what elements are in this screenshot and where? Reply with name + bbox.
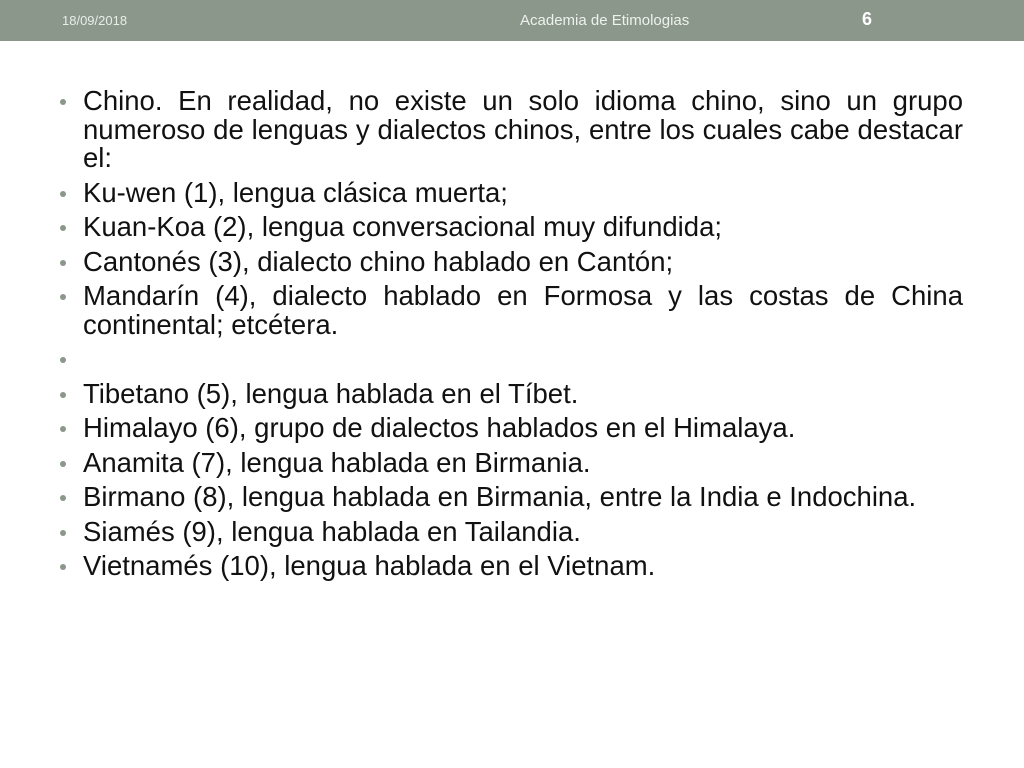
bullet-dot-icon — [60, 426, 66, 432]
bullet-item — [60, 87, 963, 173]
bullet-dot-icon — [60, 225, 66, 231]
bullet-item — [60, 282, 963, 339]
bullet-text: Mandarín (4), dialecto hablado en Formosa y las costas de China continental; etcétera. — [83, 280, 963, 340]
bullet-item-empty — [60, 345, 963, 374]
bullet-item — [60, 552, 963, 581]
bullet-dot-icon — [60, 260, 66, 266]
bullet-dot-icon — [60, 191, 66, 197]
bullet-item — [60, 414, 963, 443]
bullet-dot-icon — [60, 392, 66, 398]
bullet-text: Cantonés (3), dialecto chino hablado en Cantón; — [83, 245, 674, 277]
bullet-text: Birmano (8), lengua hablada en Birmania, entre la India e Indochina. — [83, 481, 917, 512]
bullet-item — [60, 245, 963, 277]
bullet-item — [60, 483, 963, 512]
slide-number: 6 — [862, 9, 873, 29]
bullet-dot-icon — [60, 357, 66, 363]
bullet-text: Vietnamés (10), lengua hablada en el Vietnam. — [83, 550, 656, 581]
bullet-item — [60, 213, 963, 242]
slide-footer-title: Academia de Etimologias — [520, 12, 690, 29]
bullet-text: Ku-wen (1), lengua clásica muerta; — [83, 176, 508, 208]
bullet-list — [60, 87, 963, 587]
bullet-item — [60, 176, 963, 208]
bullet-text: Chino. En realidad, no existe un solo idioma chino, sino un grupo numeroso de lenguas y dialectos chinos, entre los cuales cabe destacar el: — [83, 85, 963, 173]
bullet-text: Siamés (9), lengua hablada en Tailandia. — [83, 515, 581, 547]
bullet-text: Anamita (7), lengua hablada en Birmania. — [83, 446, 591, 478]
bullet-dot-icon — [60, 294, 66, 300]
bullet-item — [60, 446, 963, 478]
bullet-text: Tibetano (5), lengua hablada en el Tíbet. — [83, 377, 579, 409]
slide-date: 18/09/2018 — [62, 13, 128, 28]
bullet-dot-icon — [60, 530, 66, 536]
bullet-item — [60, 515, 963, 547]
bullet-item — [60, 377, 963, 409]
bullet-dot-icon — [60, 99, 66, 105]
bullet-dot-icon — [60, 564, 66, 570]
bullet-text: Himalayo (6), grupo de dialectos hablados en el Himalaya. — [83, 412, 796, 443]
bullet-dot-icon — [60, 461, 66, 467]
header-bar — [0, 0, 1024, 41]
bullet-text: Kuan-Koa (2), lengua conversacional muy difundida; — [83, 211, 722, 242]
bullet-dot-icon — [60, 495, 66, 501]
